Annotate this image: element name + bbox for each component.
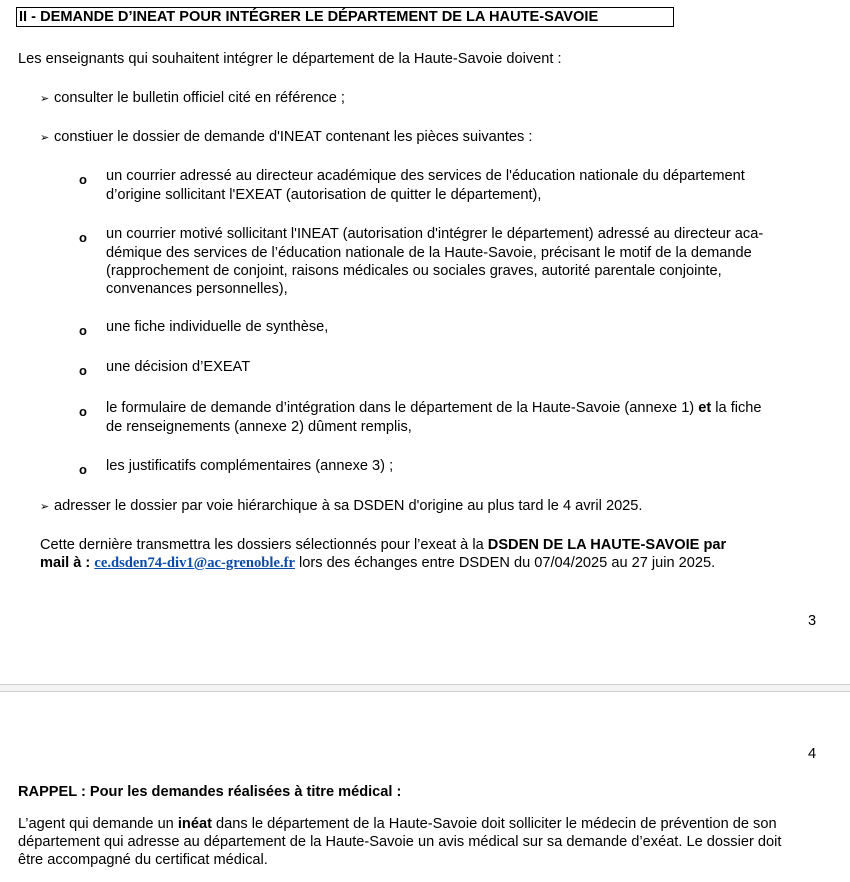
circle-bullet-icon: o <box>79 172 87 187</box>
rappel-text-b: dans le département de la Haute-Savoie doit solliciter le médecin de prévention de son <box>216 816 777 832</box>
item-exeat-letter-line2: d’origine sollicitant l'EXEAT (autorisation de quitter le département), <box>106 187 542 203</box>
step-send-text: adresser le dossier par voie hiérarchique à sa DSDEN d'origine au plus tard le 4 avril 2025. <box>54 498 643 514</box>
arrow-bullet-icon: ➢ <box>40 501 50 513</box>
transmit-line1 <box>40 537 726 554</box>
transmit-text-a: Cette dernière transmettra les dossiers sélectionnés pour l’exeat à la <box>40 537 484 553</box>
rappel-ineat: inéat <box>177 816 212 832</box>
item-formulaire-line2: de renseignements (annexe 2) dûment remplis, <box>106 419 412 435</box>
item-formulaire-text-c: la fiche <box>715 400 762 416</box>
rappel-para-line2: département qui adresse au département de la Haute-Savoie un avis médical sur sa demande d’exéat. Le dossier doit <box>18 834 782 850</box>
page-separator <box>0 684 850 692</box>
rappel-title: RAPPEL : Pour les demandes réalisées à titre médical : <box>18 784 402 800</box>
transmit-dsden: DSDEN DE LA HAUTE-SAVOIE par <box>487 537 727 553</box>
circle-bullet-icon: o <box>79 404 87 419</box>
email-link[interactable]: ce.dsden74-div1@ac-grenoble.fr <box>94 555 295 571</box>
item-decision-exeat: une décision d’EXEAT <box>106 359 251 375</box>
section-heading: II - DEMANDE D’INEAT POUR INTÉGRER LE DÉPARTEMENT DE LA HAUTE-SAVOIE <box>16 7 674 27</box>
item-ineat-letter-line2: démique des services de l’éducation nationale de la Haute-Savoie, précisant le motif de la demande <box>106 245 752 261</box>
item-exeat-letter-line1: un courrier adressé au directeur académique des services de l'éducation nationale du département <box>106 168 745 184</box>
page-number-4: 4 <box>808 746 817 762</box>
item-ineat-letter-line3: (rapprochement de conjoint, raisons médicales ou sociales graves, autorité parentale conjointe, <box>106 263 722 279</box>
circle-bullet-icon: o <box>79 230 87 245</box>
step-consult-text: consulter le bulletin officiel cité en référence ; <box>54 90 345 106</box>
item-ineat-letter-line1: un courrier motivé sollicitant l'INEAT (autorisation d'intégrer le département) adressé au directeur aca- <box>106 226 764 242</box>
page-number-3: 3 <box>808 613 817 629</box>
circle-bullet-icon: o <box>79 323 87 338</box>
item-ineat-letter-line4: convenances personnelles), <box>106 281 288 297</box>
circle-bullet-icon: o <box>79 363 87 378</box>
rappel-para-line1 <box>18 816 777 833</box>
arrow-bullet-icon: ➢ <box>40 132 50 144</box>
item-fiche-synthese: une fiche individuelle de synthèse, <box>106 319 329 335</box>
step-constitute-text: constiuer le dossier de demande d'INEAT contenant les pièces suivantes : <box>54 129 533 145</box>
step-consult <box>40 90 345 108</box>
circle-bullet-icon: o <box>79 462 87 477</box>
transmit-mail-label: mail à : <box>40 555 91 571</box>
step-constitute <box>40 129 532 147</box>
transmit-line2 <box>40 555 715 572</box>
arrow-bullet-icon: ➢ <box>40 93 50 105</box>
transmit-text-d: lors des échanges entre DSDEN du 07/04/2025 au 27 juin 2025. <box>299 555 716 571</box>
item-formulaire-line1 <box>106 400 762 417</box>
step-send <box>40 498 642 516</box>
item-justificatifs: les justificatifs complémentaires (annexe 3) ; <box>106 458 394 474</box>
item-formulaire-and: et <box>698 400 712 416</box>
rappel-text-a: L’agent qui demande un <box>18 816 174 832</box>
intro-text: Les enseignants qui souhaitent intégrer le département de la Haute-Savoie doivent : <box>18 51 562 67</box>
rappel-para-line3: être accompagné du certificat médical. <box>18 852 268 868</box>
item-formulaire-text-a: le formulaire de demande d’intégration dans le département de la Haute-Savoie (annexe 1) <box>106 400 695 416</box>
